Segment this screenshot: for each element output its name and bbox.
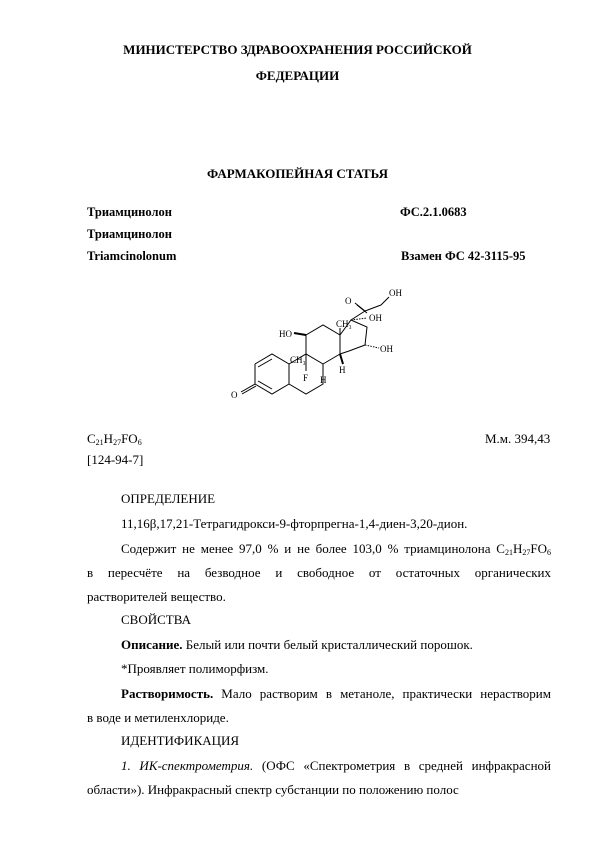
label-f-9: F: [303, 373, 309, 383]
label-h-14: H: [339, 365, 346, 375]
cas-number: [124-94-7]: [87, 452, 144, 467]
label-o-3: O: [231, 390, 238, 400]
label-ho-11: HO: [279, 329, 292, 339]
ident-line-2: области»). Инфракрасный спектр субстанции по положению полос: [87, 782, 459, 797]
content-line-2: в пересчёте на безводное и свободное от остаточных органических: [87, 565, 551, 580]
section-definition-title: ОПРЕДЕЛЕНИЕ: [121, 491, 216, 506]
label-ch3-10: CH₃: [290, 355, 306, 365]
label-oh-21: OH: [389, 288, 402, 298]
molecular-weight: М.м. 394,43: [485, 431, 551, 446]
molecular-formula: $C_{21}H_{27}FO_6$: [87, 431, 142, 447]
label-h-8: H: [320, 375, 327, 385]
label-oh-16: OH: [380, 344, 393, 354]
section-identification-title: ИДЕНТИФИКАЦИЯ: [121, 733, 240, 748]
ident-line-1: 1. ИК-спектрометрия. (ОФС «Спектрометрия в средней инфракрасной: [121, 758, 551, 773]
description-line: Описание. Белый или почти белый кристаллический порошок.: [121, 637, 473, 652]
document-type: ФАРМАКОПЕЙНАЯ СТАТЬЯ: [207, 166, 388, 181]
monograph-code: ФС.2.1.0683: [400, 205, 467, 219]
ministry-line-2: ФЕДЕРАЦИИ: [255, 68, 340, 83]
label-ch3-13: CH₃: [336, 319, 352, 329]
label-o-20: O: [345, 296, 352, 306]
content-line-3: растворителей вещество.: [87, 589, 226, 604]
solubility-line-1: Растворимость. Мало растворим в метаноле, практически нерастворим: [121, 686, 551, 701]
name-latin: Triamcinolonum: [87, 249, 177, 263]
label-oh-17: OH: [369, 313, 382, 323]
name-ru-2: Триамцинолон: [87, 227, 172, 241]
content-line-1: Содержит не менее 97,0 % и не более 103,0 % триамцинолона $C_{21}H_{27}FO_6$: [121, 541, 551, 557]
name-ru-1: Триамцинолон: [87, 205, 172, 219]
definition-text: 11,16β,17,21-Тетрагидрокси-9-фторпрегна-1,4-диен-3,20-дион.: [121, 516, 468, 531]
solubility-line-2: в воде и метиленхлориде.: [87, 710, 229, 725]
section-properties-title: СВОЙСТВА: [121, 612, 191, 627]
ministry-line-1: МИНИСТЕРСТВО ЗДРАВООХРАНЕНИЯ РОССИЙСКОЙ: [123, 42, 472, 57]
replaces-note: Взамен ФС 42-3115-95: [401, 249, 526, 263]
structural-formula: [222, 285, 422, 420]
polymorphism-note: *Проявляет полиморфизм.: [121, 661, 269, 676]
